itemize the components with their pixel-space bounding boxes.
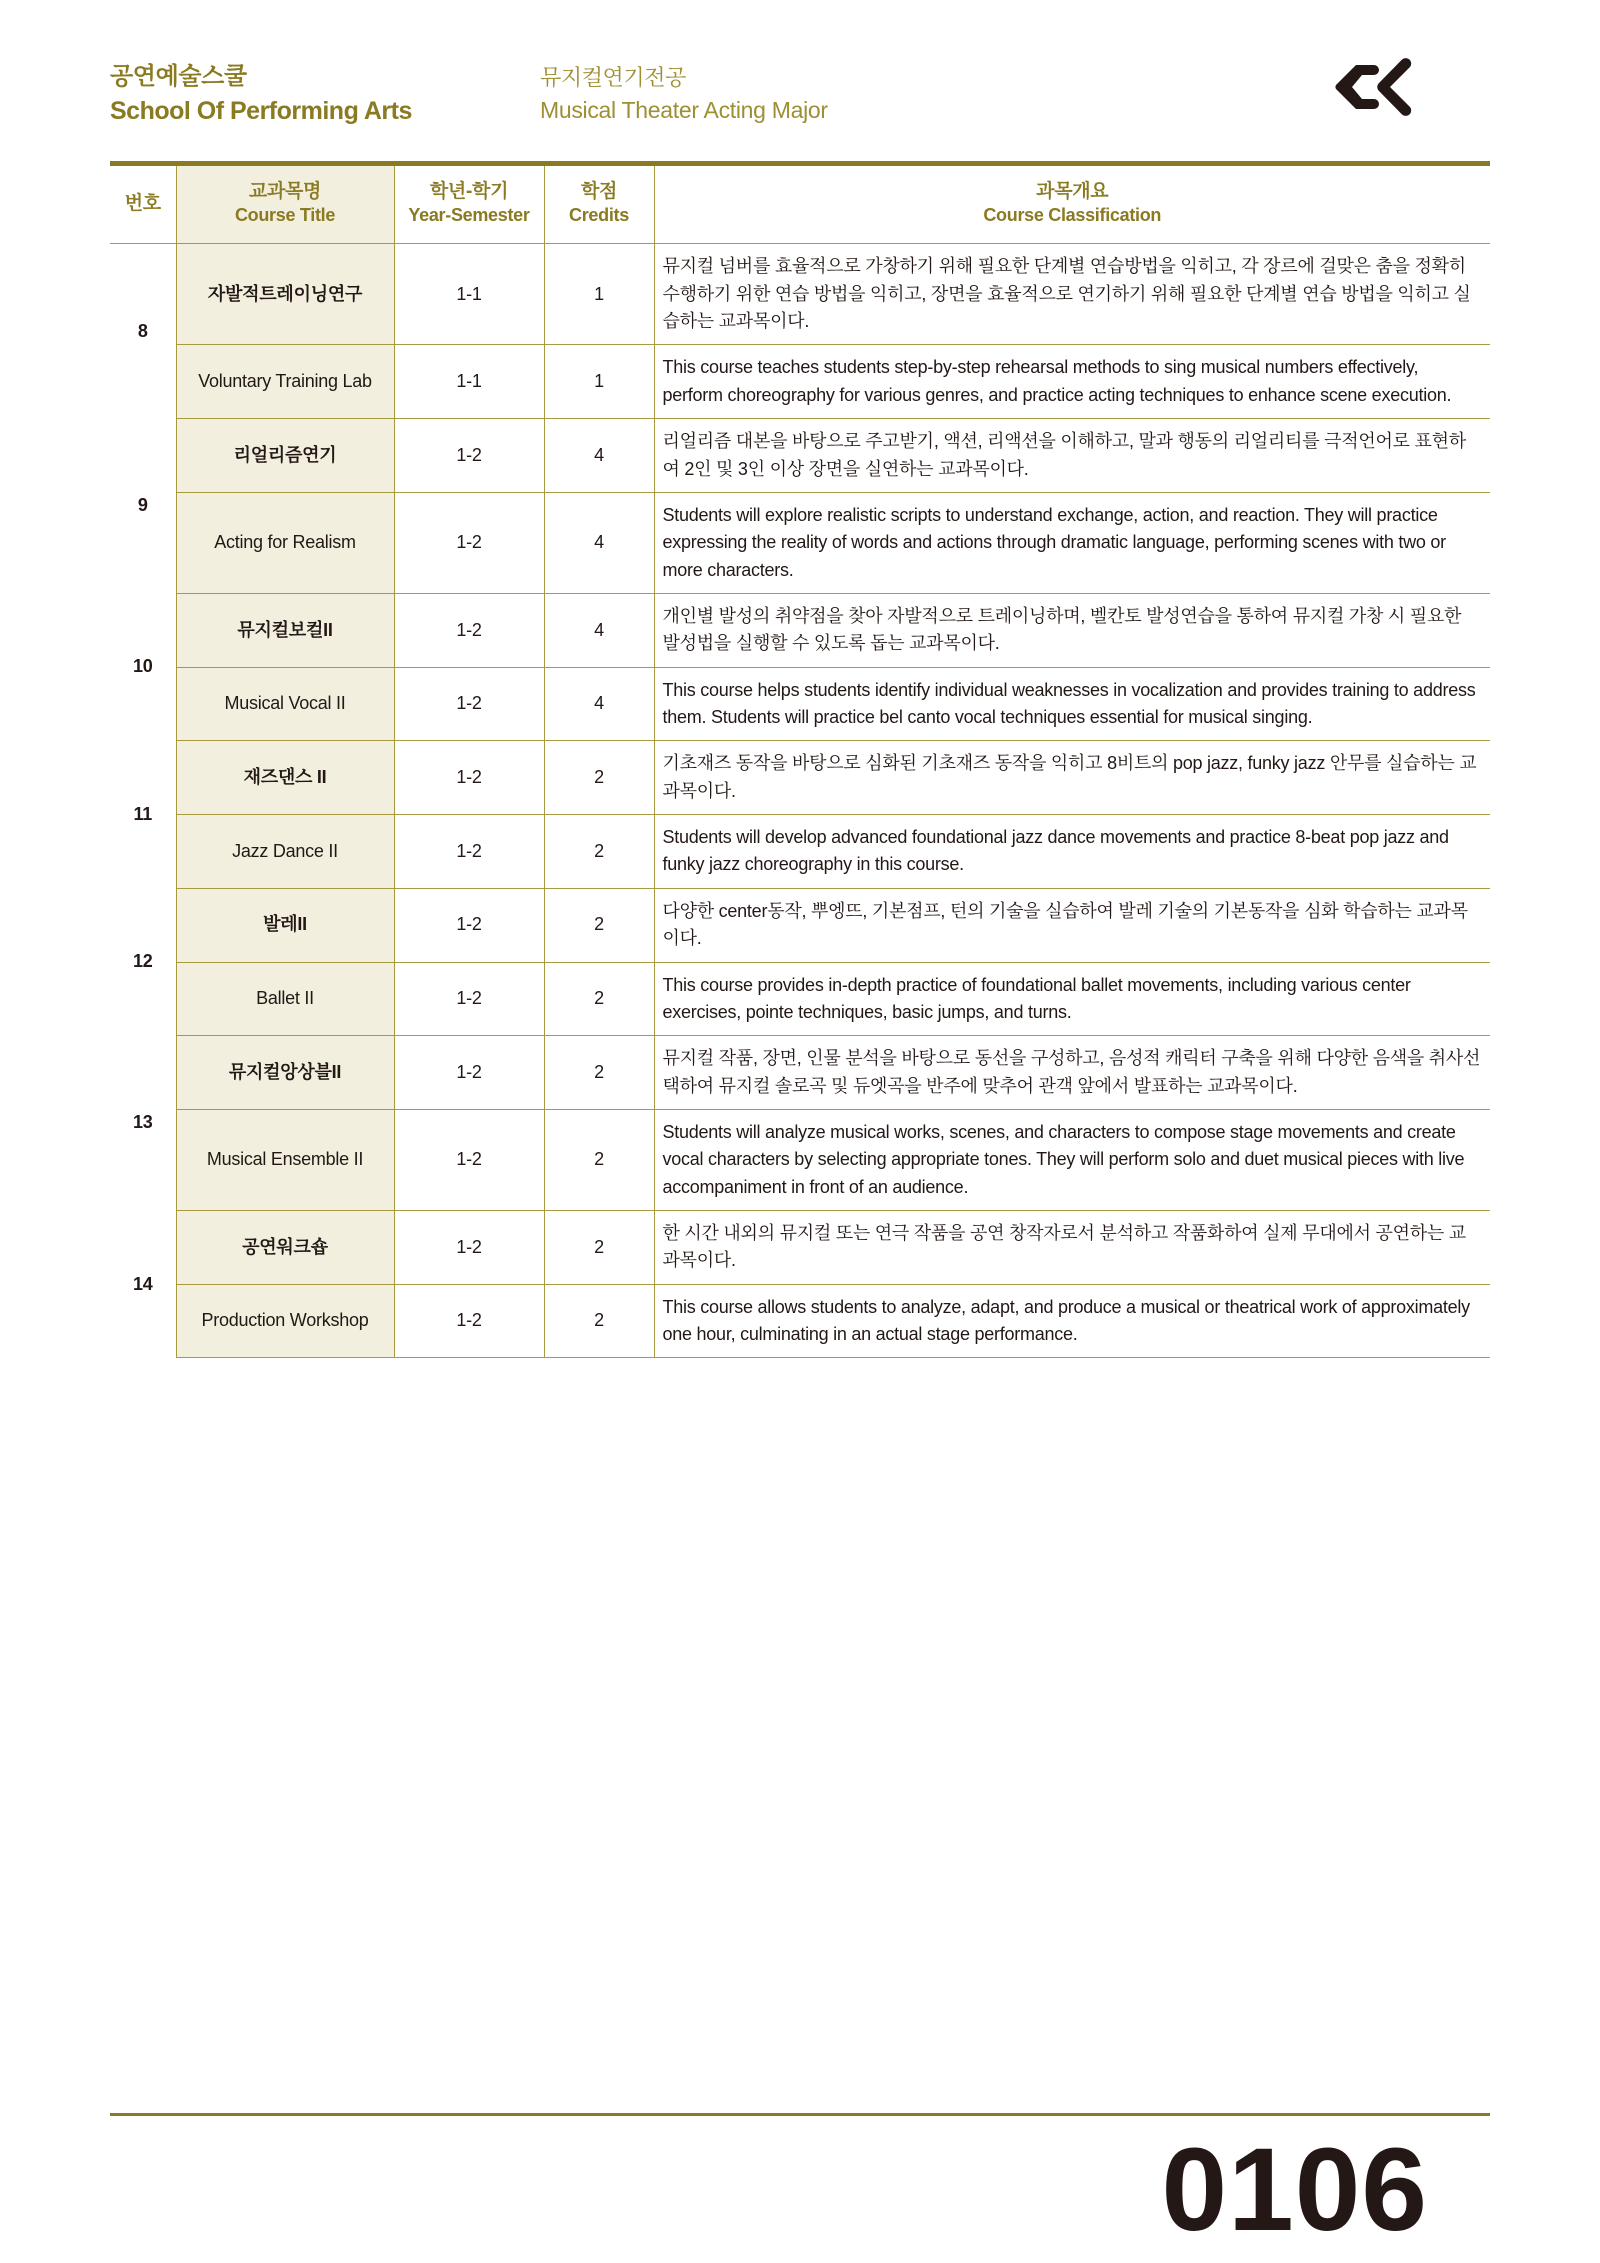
- credits: 2: [544, 1109, 654, 1210]
- course-description-ko: 리얼리즘 대본을 바탕으로 주고받기, 액션, 리액션을 이해하고, 말과 행동의 리얼리티를 극적언어로 표현하여 2인 및 3인 이상 장면을 실연하는 교과목이다.: [654, 419, 1490, 493]
- course-description-ko: 다양한 center동작, 뿌엥뜨, 기본점프, 턴의 기술을 실습하여 발레 기술의 기본동작을 심화 학습하는 교과목이다.: [654, 888, 1490, 962]
- course-title-en: Musical Vocal II: [176, 667, 394, 741]
- table-row: [110, 244, 1490, 345]
- course-description-en: Students will develop advanced foundational jazz dance movements and practice 8-beat pop jazz and funky jazz choreography in this course.: [654, 815, 1490, 889]
- year-semester: 1-2: [394, 593, 544, 667]
- table-row: [110, 815, 1490, 889]
- row-number: 12: [132, 951, 153, 972]
- course-title-en: Voluntary Training Lab: [176, 345, 394, 419]
- column-header-credits-en: Credits: [569, 205, 629, 226]
- course-table: [110, 161, 1490, 1358]
- credits: 2: [544, 1211, 654, 1285]
- table-header-row: [110, 164, 1490, 244]
- row-number: 10: [132, 656, 153, 677]
- major-name-en: Musical Theater Acting Major: [540, 96, 828, 123]
- row-number: 14: [132, 1273, 153, 1294]
- course-title-en: Jazz Dance II: [176, 815, 394, 889]
- credits: 2: [544, 1284, 654, 1358]
- row-number: 13: [132, 1112, 153, 1133]
- table-body: [110, 244, 1490, 1358]
- major-title-block: [540, 64, 828, 125]
- table-row: [110, 1211, 1490, 1285]
- table-row: [110, 1284, 1490, 1358]
- column-header-year-semester-ko: 학년-학기: [429, 181, 509, 202]
- course-title-ko: 리얼리즘연기: [176, 419, 394, 493]
- course-description-ko: 개인별 발성의 취약점을 찾아 자발적으로 트레이닝하며, 벨칸토 발성연습을 통하여 뮤지컬 가창 시 필요한 발성법을 실행할 수 있도록 돕는 교과목이다.: [654, 593, 1490, 667]
- course-description-ko: 기초재즈 동작을 바탕으로 심화된 기초재즈 동작을 익히고 8비트의 pop jazz, funky jazz 안무를 실습하는 교과목이다.: [654, 741, 1490, 815]
- course-description-en: This course helps students identify individual weaknesses in vocalization and provides training to address them. Students will practice bel canto vocal techniques essential for musical singing.: [654, 667, 1490, 741]
- course-description-ko: 한 시간 내외의 뮤지컬 또는 연극 작품을 공연 창작자로서 분석하고 작품화하여 실제 무대에서 공연하는 교과목이다.: [654, 1211, 1490, 1285]
- school-title-block: [110, 62, 412, 127]
- table-row: [110, 492, 1490, 593]
- table-row: [110, 1036, 1490, 1110]
- credits: 4: [544, 593, 654, 667]
- course-description-en: This course teaches students step-by-step rehearsal methods to sing musical numbers effectively, perform choreography for various genres, and practice acting techniques to enhance scene execution.: [654, 345, 1490, 419]
- year-semester: 1-2: [394, 1211, 544, 1285]
- table-row: [110, 345, 1490, 419]
- course-title-ko: 발레II: [176, 888, 394, 962]
- credits: 1: [544, 244, 654, 345]
- course-title-en: Ballet II: [176, 962, 394, 1036]
- credits: 2: [544, 741, 654, 815]
- footer-divider: [110, 2113, 1490, 2116]
- page-header: [110, 0, 1490, 145]
- course-title-ko: 공연워크숍: [176, 1211, 394, 1285]
- course-description-en: Students will analyze musical works, scenes, and characters to compose stage movements and create vocal characters by selecting appropriate tones. They will perform solo and duet musical pieces with live accompaniment in front of an audience.: [654, 1109, 1490, 1210]
- course-description-ko: 뮤지컬 넘버를 효율적으로 가창하기 위해 필요한 단계별 연습방법을 익히고, 각 장르에 걸맞은 춤을 정확히 수행하기 위한 연습 방법을 익히고, 장면을 효율적으로 연기하기 위해 필요한 단계별 연습 방법을 익히고 실습하는 교과목이다.: [654, 244, 1490, 345]
- year-semester: 1-2: [394, 1109, 544, 1210]
- row-number: 11: [133, 803, 153, 824]
- year-semester: 1-2: [394, 741, 544, 815]
- column-header-course-title-ko: 교과목명: [248, 181, 322, 202]
- column-header-year-semester: [394, 164, 544, 244]
- credits: 2: [544, 888, 654, 962]
- year-semester: 1-2: [394, 419, 544, 493]
- column-header-course-classification-en: Course Classification: [983, 205, 1162, 226]
- course-title-ko: 뮤지컬앙상블II: [176, 1036, 394, 1110]
- year-semester: 1-2: [394, 962, 544, 1036]
- credits: 4: [544, 667, 654, 741]
- credits: 2: [544, 815, 654, 889]
- column-header-no-ko: 번호: [124, 192, 161, 214]
- table-row: [110, 593, 1490, 667]
- course-title-en: Production Workshop: [176, 1284, 394, 1358]
- column-header-course-title-en: Course Title: [234, 205, 336, 226]
- school-name-ko: 공연예술스쿨: [110, 63, 247, 90]
- credits: 4: [544, 492, 654, 593]
- school-name-en: School Of Performing Arts: [110, 96, 412, 125]
- year-semester: 1-2: [394, 1284, 544, 1358]
- year-semester: 1-2: [394, 888, 544, 962]
- credits: 2: [544, 1036, 654, 1110]
- course-description-en: This course provides in-depth practice of foundational ballet movements, including various center exercises, pointe techniques, basic jumps, and turns.: [654, 962, 1490, 1036]
- ck-chevron-logo-icon: [1330, 58, 1422, 116]
- column-header-year-semester-en: Year-Semester: [408, 205, 530, 226]
- column-header-course-classification: [654, 164, 1490, 244]
- course-table-wrapper: [110, 161, 1490, 1358]
- table-row: [110, 667, 1490, 741]
- course-description-en: This course allows students to analyze, adapt, and produce a musical or theatrical work of approximately one hour, culminating in an actual stage performance.: [654, 1284, 1490, 1358]
- table-row: [110, 888, 1490, 962]
- year-semester: 1-1: [394, 345, 544, 419]
- credits: 1: [544, 345, 654, 419]
- year-semester: 1-1: [394, 244, 544, 345]
- table-row: [110, 419, 1490, 493]
- table-row: [110, 1109, 1490, 1210]
- course-title-ko: 재즈댄스 II: [176, 741, 394, 815]
- major-name-ko: 뮤지컬연기전공: [540, 65, 686, 90]
- course-title-en: Musical Ensemble II: [176, 1109, 394, 1210]
- table-head: [110, 164, 1490, 244]
- column-header-course-title: [176, 164, 394, 244]
- course-title-en: Acting for Realism: [176, 492, 394, 593]
- row-number: 8: [137, 320, 148, 341]
- year-semester: 1-2: [394, 1036, 544, 1110]
- course-description-ko: 뮤지컬 작품, 장면, 인물 분석을 바탕으로 동선을 구성하고, 음성적 캐릭터 구축을 위해 다양한 음색을 취사선택하여 뮤지컬 솔로곡 및 듀엣곡을 반주에 맞추어 관객 앞에서 발표하는 교과목이다.: [654, 1036, 1490, 1110]
- credits: 4: [544, 419, 654, 493]
- page-footer: [110, 2113, 1490, 2263]
- year-semester: 1-2: [394, 667, 544, 741]
- year-semester: 1-2: [394, 492, 544, 593]
- year-semester: 1-2: [394, 815, 544, 889]
- table-row: [110, 741, 1490, 815]
- course-title-ko: 뮤지컬보컬II: [176, 593, 394, 667]
- page-number: 0106: [1161, 2124, 1428, 2256]
- course-description-en: Students will explore realistic scripts to understand exchange, action, and reaction. They will practice expressing the reality of words and actions through dramatic language, performing scenes with two or more characters.: [654, 492, 1490, 593]
- table-row: [110, 962, 1490, 1036]
- row-number: 9: [137, 495, 148, 516]
- column-header-no: [110, 164, 176, 244]
- course-title-ko: 자발적트레이닝연구: [176, 244, 394, 345]
- column-header-credits: [544, 164, 654, 244]
- column-header-credits-ko: 학점: [580, 181, 618, 202]
- column-header-course-classification-ko: 과목개요: [1036, 181, 1109, 202]
- credits: 2: [544, 962, 654, 1036]
